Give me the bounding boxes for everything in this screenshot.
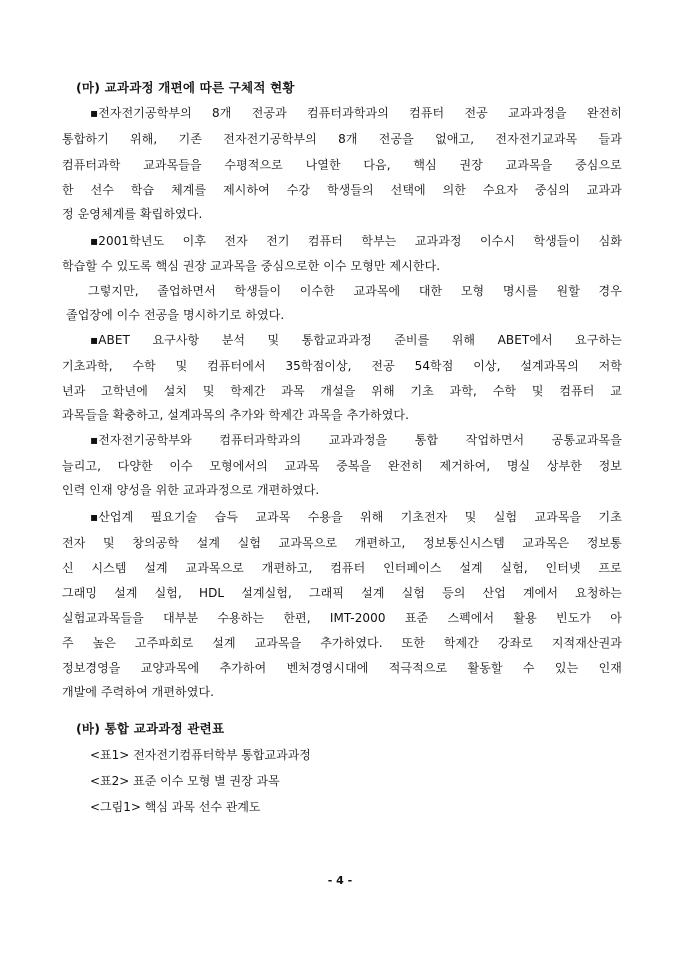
body-line [62, 358, 622, 374]
body-word: 설계 [361, 586, 385, 600]
body-word: 및 [464, 510, 477, 524]
reference-item-figure1: <그림1> 핵심 과목 선수 관계도 [90, 800, 261, 814]
body-word: 스펙에서 [447, 611, 495, 625]
body-word: 고주파회로 [134, 636, 194, 650]
body-word: ABET에서 [497, 333, 553, 347]
body-word: 요구하는 [575, 333, 622, 347]
body-word: 개설을 [320, 384, 356, 398]
body-word: 의한 [442, 183, 466, 197]
body-line: 정 운영체계를 확립하였다. [62, 207, 203, 221]
body-word: 이후 [182, 234, 207, 248]
body-word: 전공 [464, 106, 488, 120]
body-word: 교과과정 [414, 234, 462, 248]
body-word: 대한 [418, 284, 443, 298]
body-word: 경우 [598, 284, 622, 298]
body-word: 전자전기교과목 [495, 132, 578, 146]
body-word: 기초 [410, 384, 434, 398]
body-word: 벤처경영시대에 [286, 661, 369, 675]
body-line [90, 509, 622, 525]
body-line: 인력 인재 양성을 위한 교과과정으로 개편하였다. [62, 483, 320, 497]
body-word: 요청하는 [575, 586, 622, 600]
body-word: 위해 [451, 333, 476, 347]
body-word: 교과목 [284, 459, 320, 473]
body-word: 실험 [401, 586, 426, 600]
body-word: 컴퓨터 [409, 106, 445, 120]
body-word: 및 [175, 359, 188, 373]
body-word: 전공을 [378, 132, 414, 146]
body-word: 수용을 [307, 510, 343, 524]
body-word: 컴퓨터과학과의 [219, 433, 302, 447]
body-word: 컴퓨터과학 [62, 158, 121, 172]
body-word: ▪산업계 [90, 510, 134, 524]
body-word: 교과목으로 [278, 536, 338, 550]
body-line [62, 157, 622, 173]
body-word: 과학, [449, 384, 477, 398]
body-word: 학습 [130, 183, 155, 197]
body-word: 위해, [130, 132, 158, 146]
body-word: 수학 [492, 384, 517, 398]
body-word: 원할 [556, 284, 580, 298]
body-line [62, 610, 622, 626]
body-word: 기존 [178, 132, 203, 146]
body-word: 8개 [338, 132, 358, 146]
body-word: 중심으로 [575, 158, 622, 172]
body-word: 전공과 [251, 106, 287, 120]
body-word: 년과 [62, 384, 86, 398]
body-line: 학습할 수 있도록 핵심 권장 교과목을 중심으로한 이수 모형만 제시한다. [62, 259, 441, 273]
body-word: 및 [202, 384, 215, 398]
body-word: 수학 [132, 359, 156, 373]
body-word: 추가하였다. [320, 636, 383, 650]
body-line [62, 383, 622, 399]
body-word: 학제간 [443, 636, 479, 650]
reference-item-table1: <표1> 전자전기컴퓨터학부 통합교과과정 [90, 748, 311, 762]
body-word: 그래밍 [62, 586, 98, 600]
body-word: 학부는 [361, 234, 397, 248]
body-word: 설계 [114, 586, 138, 600]
body-word: 활동할 [467, 661, 503, 675]
body-word: 정보통신시스템 [422, 536, 505, 550]
body-word: 추가하여 [219, 661, 267, 675]
body-word: 선수 [90, 183, 114, 197]
body-word: 신 [62, 561, 74, 575]
body-word: 교과목을 [254, 636, 302, 650]
body-word: 이수 [169, 459, 193, 473]
body-word: 학생들이 [533, 234, 581, 248]
body-word: ▪전자전기공학부와 [90, 433, 192, 447]
body-word: 심화 [598, 234, 622, 248]
body-word: 인터넷 [545, 561, 581, 575]
body-word: 교과과 [586, 183, 622, 197]
body-line [62, 660, 622, 676]
body-word: 정보통 [586, 536, 622, 550]
body-word: 수강 [286, 183, 311, 197]
body-word: IMT-2000 [329, 611, 386, 625]
body-word: 또한 [401, 636, 425, 650]
body-word: 다음, [363, 158, 391, 172]
body-word: 모형 [460, 284, 485, 298]
body-word: 기초과학, [62, 359, 113, 373]
body-word: 교과과정을 [508, 106, 567, 120]
body-word: 전자 [224, 234, 248, 248]
body-word: 요구사항 [152, 333, 200, 347]
body-word: 들과 [598, 132, 622, 146]
body-word: 저학 [598, 359, 622, 373]
body-word: 있는 [554, 661, 579, 675]
body-word: 교과목을 [534, 510, 582, 524]
body-word: 설계과목의 [520, 359, 579, 373]
body-word: 완전히 [387, 459, 423, 473]
body-line [62, 560, 622, 576]
body-word: 35학점이상, [285, 359, 352, 373]
body-word: 실험 [493, 510, 518, 524]
body-line: 과목들을 확충하고, 설계과목의 추가와 학제간 과목을 추가하였다. [62, 408, 410, 422]
body-word: 수요자 [482, 183, 518, 197]
body-word: 명실 [506, 459, 531, 473]
page-number: - 4 - [327, 874, 353, 887]
body-word: 교과목으로 [185, 561, 244, 575]
body-word: 제거하여, [439, 459, 491, 473]
body-word: 실험, [154, 586, 182, 600]
body-word: 정보경영을 [62, 661, 121, 675]
body-word: 설계실험, [241, 586, 292, 600]
body-word: 및 [267, 333, 280, 347]
body-line [62, 131, 622, 147]
body-line [90, 432, 622, 448]
body-line [62, 635, 622, 651]
body-word: 이수한 [299, 284, 335, 298]
body-word: 전자 [62, 536, 86, 550]
section-title-integrated-tables: (바) 통합 교과과정 관련표 [76, 721, 225, 736]
body-word: 완전히 [586, 106, 622, 120]
body-word: 높은 [92, 636, 116, 650]
body-word: 실험 [237, 536, 262, 550]
body-word: 산업 [482, 586, 506, 600]
body-word: 아 [610, 611, 622, 625]
body-word: 전기 [266, 234, 290, 248]
body-word: 프로 [598, 561, 622, 575]
body-word: 교과과정을 [328, 433, 388, 447]
body-word: 적극적으로 [388, 661, 448, 675]
body-word: 컴퓨터과학과의 [307, 106, 389, 120]
body-word: 수평적으로 [224, 158, 283, 172]
body-word: 분석 [221, 333, 246, 347]
body-word: 그렇지만, [88, 284, 139, 298]
body-word: 수 [522, 661, 535, 675]
body-word: 인재 [598, 661, 622, 675]
body-word: 8개 [212, 106, 232, 120]
body-word: 작업하면서 [465, 433, 525, 447]
body-word: HDL [198, 586, 225, 600]
body-word: 교양과목에 [140, 661, 200, 675]
body-word: 컴퓨터에서 [207, 359, 266, 373]
body-word: 선택에 [390, 183, 426, 197]
body-line [90, 105, 622, 121]
body-word: 위해 [360, 510, 384, 524]
body-word: 창의공학 [132, 536, 180, 550]
body-word: 권장 [459, 158, 483, 172]
body-word: 중복을 [336, 459, 372, 473]
body-word: 전공 [371, 359, 395, 373]
body-word: 전자전기공학부의 [223, 132, 317, 146]
body-word: 다양한 [117, 459, 153, 473]
body-word: 등의 [442, 586, 466, 600]
body-word: 설계 [144, 561, 168, 575]
body-word: 실험, [500, 561, 528, 575]
body-word: ▪2001학년도 [90, 234, 165, 248]
body-word: 중심의 [534, 183, 570, 197]
body-word: 컴퓨터 [559, 384, 595, 398]
body-word: 시스템 [91, 561, 127, 575]
body-word: 설치 [163, 384, 188, 398]
body-word: 교과목을 [505, 158, 553, 172]
body-word: 강좌로 [497, 636, 533, 650]
body-word: 대부분 [163, 611, 199, 625]
body-word: 교 [610, 384, 622, 398]
body-word: 고학년에 [101, 384, 148, 398]
body-word: 그래픽 [309, 586, 345, 600]
body-word: 늘리고, [62, 459, 101, 473]
body-word: 명시를 [502, 284, 538, 298]
body-word: ▪ABET [90, 333, 130, 347]
body-word: 졸업하면서 [157, 284, 216, 298]
body-word: 통합하기 [62, 132, 109, 146]
body-word: 계에서 [522, 586, 559, 600]
body-word: 이상, [473, 359, 501, 373]
body-word: 컴퓨터 [307, 234, 343, 248]
body-word: 54학점 [414, 359, 454, 373]
body-word: 교과목들을 [143, 158, 202, 172]
body-word: 설계 [459, 561, 483, 575]
body-line [62, 458, 622, 474]
body-word: 실험교과목들을 [62, 611, 144, 625]
body-line [62, 535, 622, 551]
body-word: 필요기술 [150, 510, 198, 524]
body-word: 개편하고, [261, 561, 313, 575]
reference-item-table2: <표2> 표준 이수 모형 별 권장 과목 [90, 774, 280, 788]
body-line: 개발에 주력하여 개편하였다. [62, 685, 215, 699]
body-word: 제시하여 [223, 183, 270, 197]
body-word: 통합교과과정 [301, 333, 372, 347]
body-word: 개편하고, [354, 536, 406, 550]
body-word: 빈도가 [556, 611, 592, 625]
body-word: 활용 [513, 611, 537, 625]
body-word: 습득 [214, 510, 239, 524]
body-word: 상부한 [546, 459, 582, 473]
body-word: 기초 [598, 510, 622, 524]
body-word: 나열한 [305, 158, 341, 172]
body-line: 졸업장에 이수 전공을 명시하기로 하였다. [66, 308, 285, 322]
section-title-curriculum-reform: (마) 교과과정 개편에 따른 구체적 현황 [76, 80, 295, 95]
body-word: 핵심 [413, 158, 437, 172]
body-word: 주 [62, 636, 74, 650]
body-word: 정보 [598, 459, 622, 473]
body-word: 수용하는 [217, 611, 265, 625]
body-word: 설계 [196, 536, 221, 550]
body-word: 한편, [283, 611, 311, 625]
body-word: 교과목 [255, 510, 291, 524]
body-line [62, 585, 622, 601]
body-word: 학생들이 [234, 284, 282, 298]
body-word: 없애고, [435, 132, 475, 146]
body-word: 인터페이스 [383, 561, 442, 575]
body-word: 및 [531, 384, 544, 398]
body-line [62, 182, 622, 198]
body-word: 컴퓨터 [330, 561, 366, 575]
body-word: 공통교과목을 [551, 433, 622, 447]
body-word: 및 [102, 536, 115, 550]
body-word: 표준 [404, 611, 429, 625]
body-word: 모형에서의 [209, 459, 268, 473]
body-word: 체계를 [171, 183, 207, 197]
body-word: 과목 [281, 384, 305, 398]
body-word: 한 [62, 183, 74, 197]
body-word: ▪전자전기공학부의 [90, 106, 192, 120]
body-word: 설계 [212, 636, 236, 650]
body-word: 학제간 [230, 384, 266, 398]
body-word: 준비를 [394, 333, 430, 347]
body-line [88, 283, 622, 299]
body-line [90, 233, 622, 249]
body-word: 위해 [371, 384, 395, 398]
body-word: 지적재산권과 [551, 636, 622, 650]
body-word: 교과목에 [353, 284, 401, 298]
body-word: 교과목은 [522, 536, 570, 550]
body-word: 통합 [414, 433, 439, 447]
body-word: 이수시 [479, 234, 516, 248]
body-line [90, 332, 622, 348]
body-word: 기초전자 [400, 510, 448, 524]
body-word: 학생들의 [326, 183, 374, 197]
